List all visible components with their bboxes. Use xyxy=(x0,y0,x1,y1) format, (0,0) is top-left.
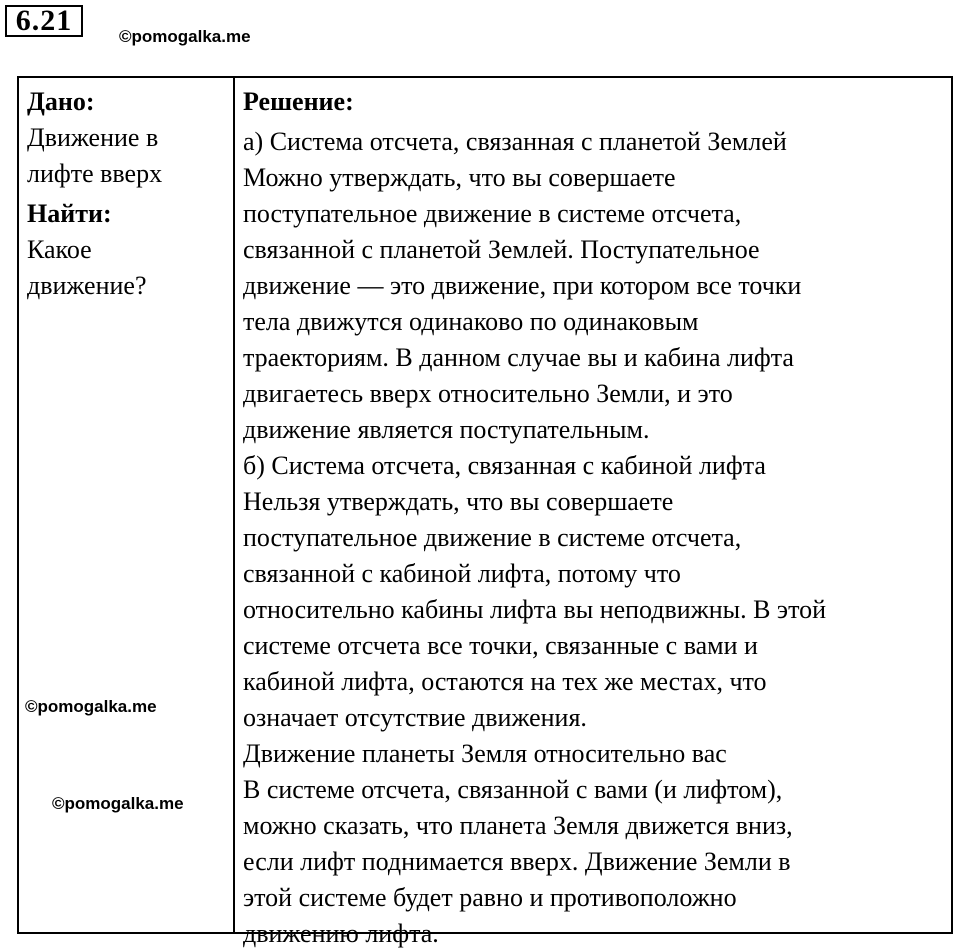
solution-line: Движение планеты Земля относительно вас xyxy=(243,739,727,768)
find-heading: Найти: xyxy=(27,199,112,228)
solution-line: этой системе будет равно и противоположно xyxy=(243,883,737,912)
given-line: лифте вверх xyxy=(27,159,163,188)
watermark-top: ©pomogalka.me xyxy=(119,27,251,46)
solution-line: движение — это движение, при котором все точки xyxy=(243,271,802,300)
solution-line: можно сказать, что планета Земля движется вниз, xyxy=(243,811,793,840)
solution-line: поступательное движение в системе отсчета, xyxy=(243,199,742,228)
solution-line: Нельзя утверждать, что вы совершаете xyxy=(243,487,674,516)
solution-column xyxy=(243,84,953,952)
solution-line: относительно кабины лифта вы неподвижны. В этой xyxy=(243,595,827,624)
find-line: Какое xyxy=(27,235,92,264)
watermark-middle: ©pomogalka.me xyxy=(25,697,157,716)
solution-line: означает отсутствие движения. xyxy=(243,703,587,732)
solution-body xyxy=(243,124,953,952)
solution-line: тела движутся одинаково по одинаковым xyxy=(243,307,699,336)
column-divider xyxy=(233,78,235,932)
solution-line: кабиной лифта, остаются на тех же местах, что xyxy=(243,667,767,696)
task-number: 6.21 xyxy=(5,5,83,37)
solution-line: траекториям. В данном случае вы и кабина лифта xyxy=(243,343,794,372)
solution-line: б) Система отсчета, связанная с кабиной лифта xyxy=(243,451,766,480)
solution-line: если лифт поднимается вверх. Движение Земли в xyxy=(243,847,791,876)
solution-line: В системе отсчета, связанной с вами (и лифтом), xyxy=(243,775,783,804)
solution-line: системе отсчета все точки, связанные с вами и xyxy=(243,631,758,660)
solution-line: движению лифта. xyxy=(243,919,439,948)
solution-line: двигаетесь вверх относительно Земли, и это xyxy=(243,379,733,408)
given-column xyxy=(27,84,227,308)
watermark-bottom: ©pomogalka.me xyxy=(52,794,184,813)
solution-line: а) Система отсчета, связанная с планетой Землей xyxy=(243,127,787,156)
given-line: Движение в xyxy=(27,123,159,152)
solution-line: Можно утверждать, что вы совершаете xyxy=(243,163,676,192)
solution-line: связанной с кабиной лифта, потому что xyxy=(243,559,681,588)
find-text xyxy=(27,232,227,304)
find-line: движение? xyxy=(27,271,147,300)
solution-heading: Решение: xyxy=(243,87,354,116)
given-text xyxy=(27,120,227,192)
solution-line: движение является поступательным. xyxy=(243,415,650,444)
given-heading: Дано: xyxy=(27,87,95,116)
solution-line: поступательное движение в системе отсчета, xyxy=(243,523,742,552)
solution-line: связанной с планетой Землей. Поступательное xyxy=(243,235,760,264)
